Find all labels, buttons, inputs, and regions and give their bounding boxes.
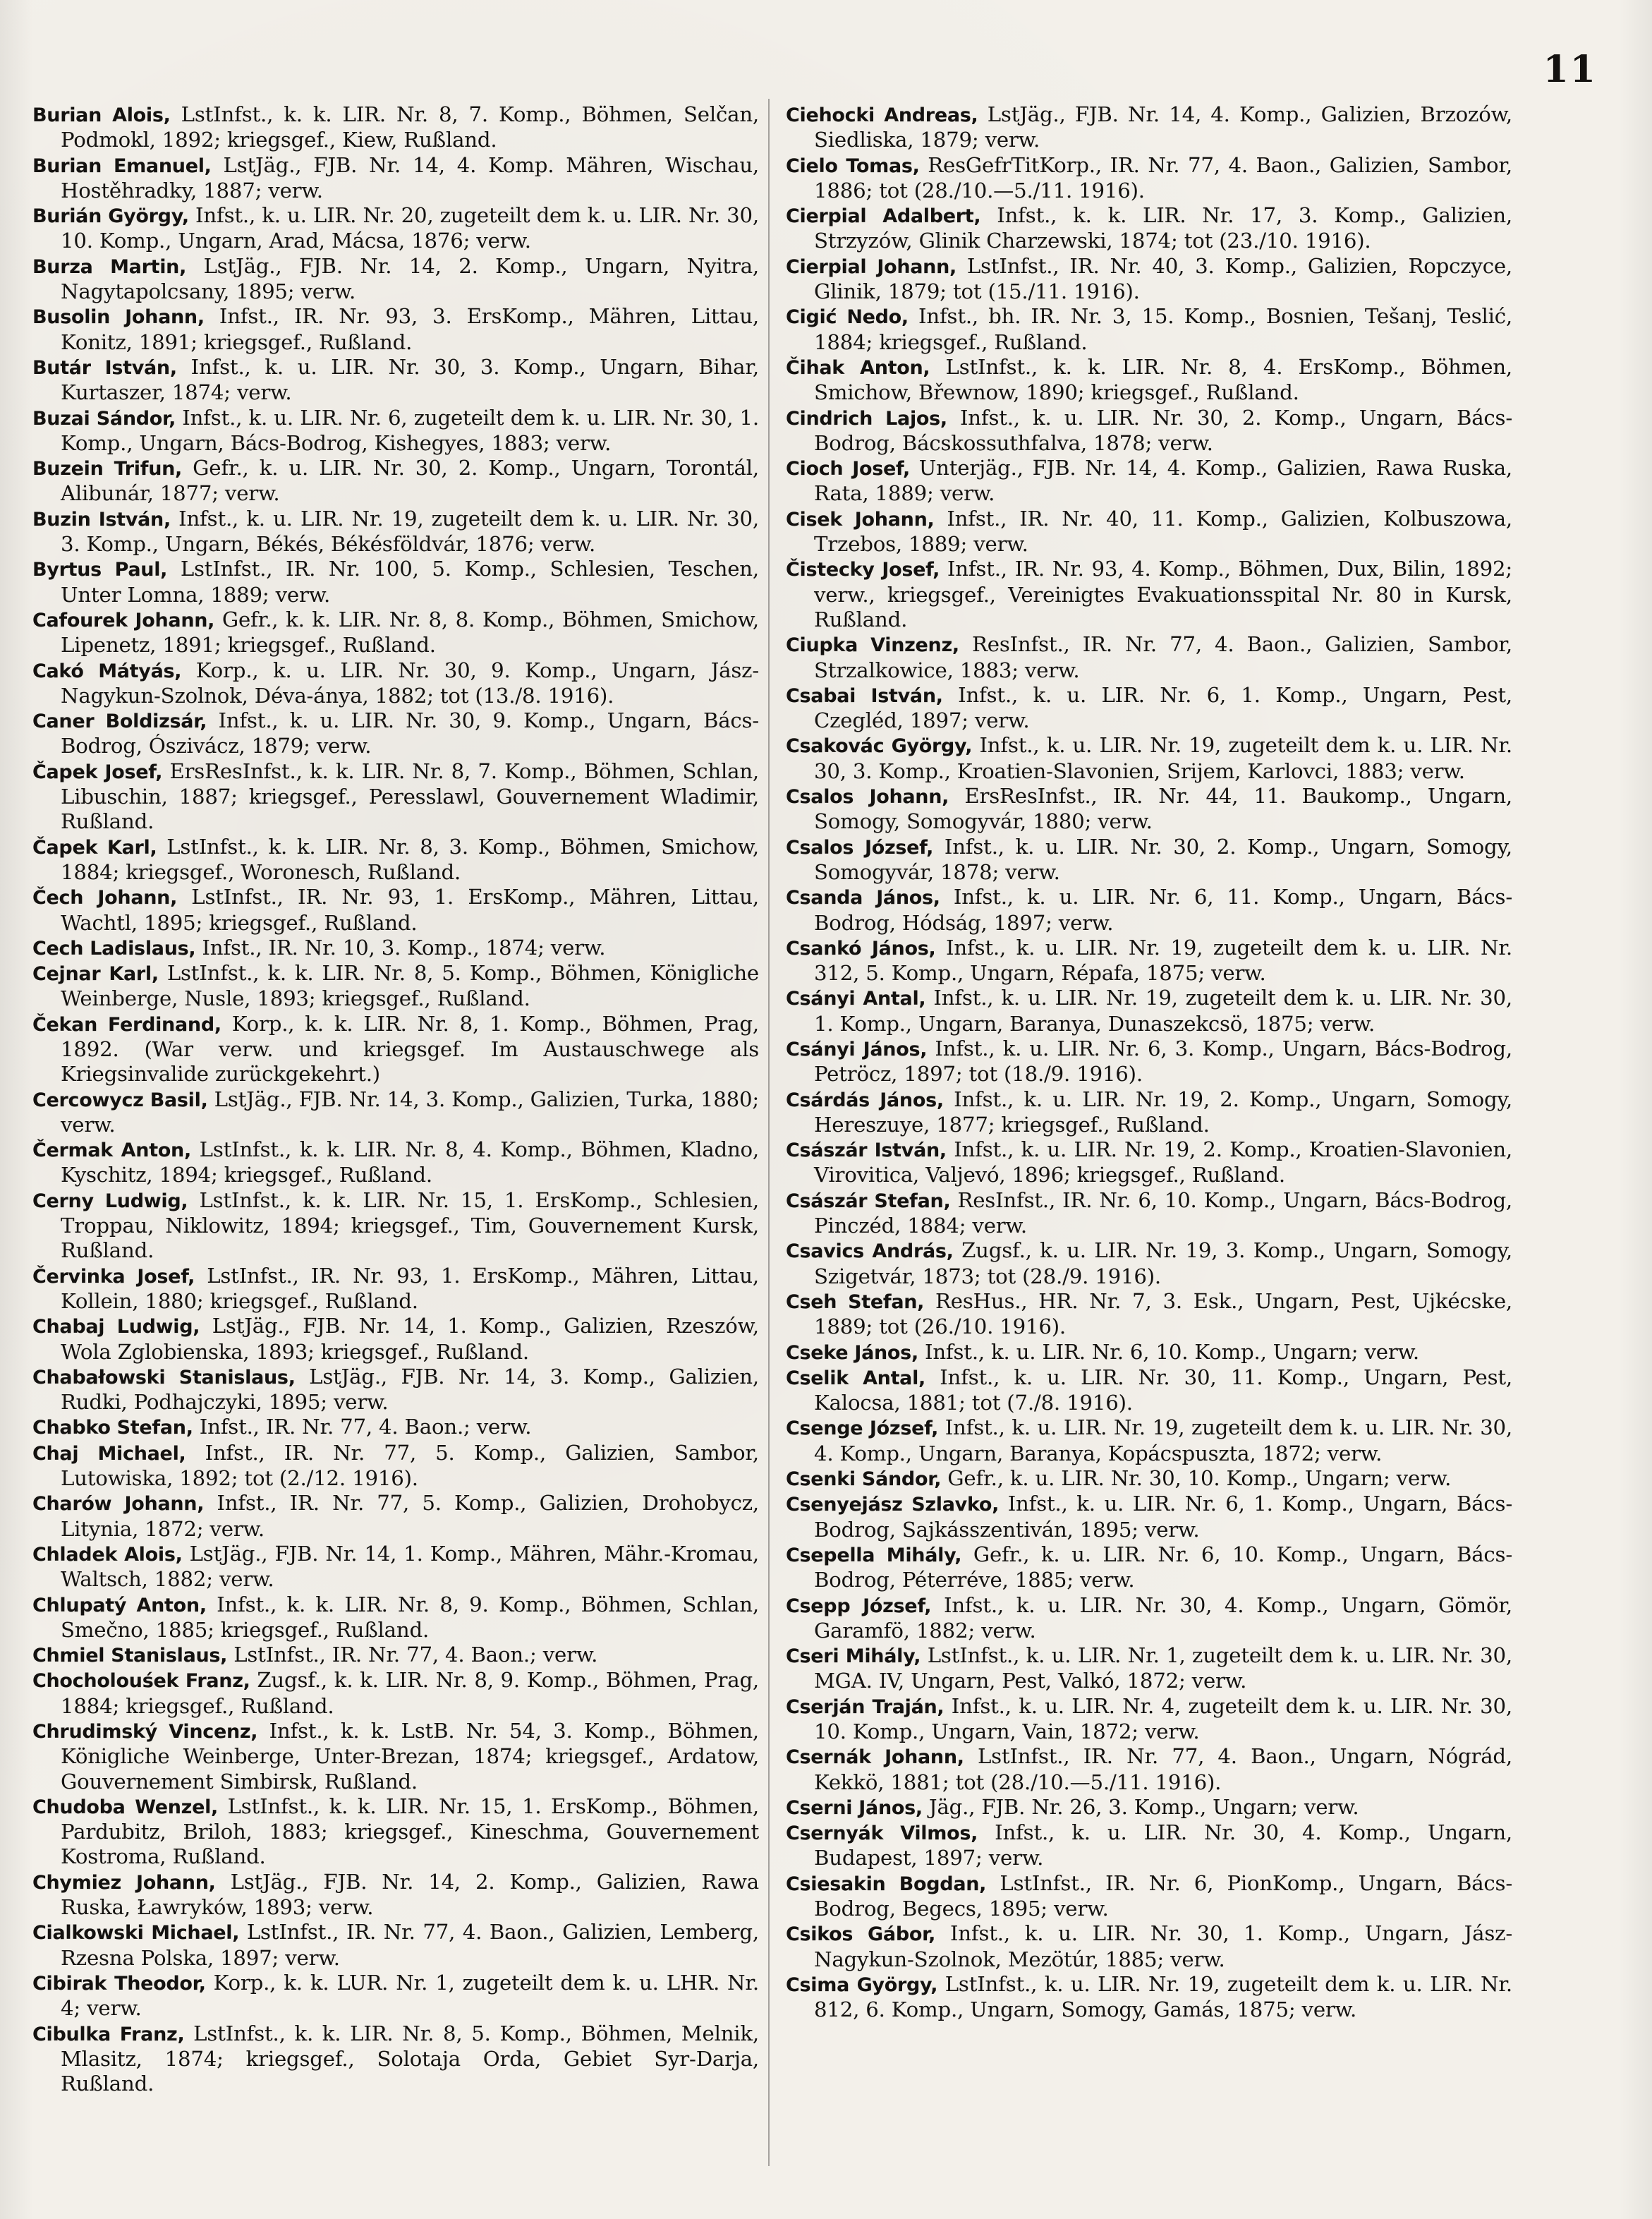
entry-name: Chmiel Stanislaus, xyxy=(32,1645,228,1667)
entry-name: Byrtus Paul, xyxy=(32,559,168,581)
entry-name: Cserni János, xyxy=(786,1796,923,1819)
register-entry xyxy=(32,254,759,305)
register-entry xyxy=(786,784,1512,835)
register-entry xyxy=(786,102,1512,153)
entry-details: Infst., k. k. LIR. Nr. 8, 9. Komp., Böhmen, Schlan, Smečno, 1885; kriegsgef., Rußland. xyxy=(61,1592,759,1642)
register-entry xyxy=(32,456,759,507)
register-entry xyxy=(32,406,759,457)
register-entry xyxy=(32,557,759,607)
entry-details: LstInfst., IR. Nr. 77, 4. Baon.; verw. xyxy=(227,1643,598,1667)
entry-name: Császár István, xyxy=(786,1139,947,1162)
entry-details: LstJäg., FJB. Nr. 14, 1. Komp., Galizien, Rzeszów, Wola Zglobienska, 1893; kriegsgef., Rußland. xyxy=(61,1314,759,1364)
entry-details: ErsResInfst., k. k. LIR. Nr. 8, 7. Komp., Böhmen, Schlan, Libuschin, 1887; kriegsgef., Peresslawl, Gouvernement Wladimir, Rußland. xyxy=(61,758,759,834)
entry-name: Chabaj Ludwig, xyxy=(32,1316,200,1338)
entry-name: Cafourek Johann, xyxy=(32,609,215,631)
entry-details: LstInfst., k. k. LIR. Nr. 8, 3. Komp., Böhmen, Smichow, 1884; kriegsgef., Woronesch, Rußland. xyxy=(61,834,759,884)
entry-details: LstInfst., k. k. LIR. Nr. 15, 1. ErsKomp., Böhmen, Pardubitz, Briloh, 1883; kriegsgef., Kineschma, Gouvernement Kostroma, Rußland. xyxy=(61,1794,759,1869)
register-entry xyxy=(32,961,759,1012)
entry-name: Čihak Anton, xyxy=(786,356,930,379)
entry-name: Cioch Josef, xyxy=(786,458,910,480)
entry-details: Infst., IR. Nr. 93, 4. Komp., Böhmen, Dux, Bilin, 1892; verw., kriegsgef., Vereinigtes Evakuationsspital Nr. 80 in Kursk, Rußland. xyxy=(814,557,1512,631)
entry-name: Csenge József, xyxy=(786,1417,939,1440)
entry-name: Csenyejász Szlavko, xyxy=(786,1494,1000,1516)
entry-details: Infst., k. u. LIR. Nr. 19, 2. Komp., Kroatien-Slavonien, Virovitica, Valjevó, 1896; kriegsgef., Rußland. xyxy=(814,1137,1512,1187)
entry-details: LstInfst., k. k. LIR. Nr. 8, 4. ErsKomp., Böhmen, Smichow, Břewnow, 1890; kriegsgef., Rußland. xyxy=(814,354,1512,405)
entry-details: LstInfst., IR. Nr. 6, PionKomp., Ungarn, Bács-Bodrog, Begecs, 1895; verw. xyxy=(814,1870,1512,1921)
register-entry xyxy=(786,1593,1512,1644)
entry-details: Infst., k. u. LIR. Nr. 19, zugeteilt dem k. u. LIR. Nr. 30, 3. Komp., Kroatien-Slavonien, Srijem, Karlovci, 1883; verw. xyxy=(814,733,1512,783)
register-entry xyxy=(786,1744,1512,1795)
register-entry xyxy=(786,1365,1512,1416)
entry-details: Infst., IR. Nr. 77, 5. Komp., Galizien, Drohobycz, Litynia, 1872; verw. xyxy=(61,1491,759,1541)
entry-name: Cigić Nedo, xyxy=(786,306,909,329)
entry-name: Csernyák Vilmos, xyxy=(786,1822,978,1845)
register-entry xyxy=(32,1491,759,1542)
entry-name: Cindrich Lajos, xyxy=(786,407,947,430)
entry-name: Chabałowski Stanislaus, xyxy=(32,1366,296,1389)
entry-details: LstInfst., k. u. LIR. Nr. 19, zugeteilt dem k. u. LIR. Nr. 812, 6. Komp., Ungarn, Somogy, Gamás, 1875; verw. xyxy=(814,1971,1512,2022)
entry-details: Infst., k. u. LIR. Nr. 19, zugeteilt dem k. u. LIR. Nr. 30, 1. Komp., Ungarn, Baranya, Dunaszekcsö, 1875; verw. xyxy=(814,986,1512,1036)
entry-name: Csalos József, xyxy=(786,836,934,859)
register-entry xyxy=(786,153,1512,204)
register-entry xyxy=(786,1492,1512,1542)
entry-details: LstInfst., k. k. LIR. Nr. 8, 7. Komp., Böhmen, Selčan, Podmokl, 1892; kriegsgef., Kiew, Rußland. xyxy=(61,102,759,152)
register-entry xyxy=(32,203,759,254)
entry-name: Cisek Johann, xyxy=(786,508,935,531)
right-column xyxy=(786,102,1512,2023)
register-entry xyxy=(786,355,1512,406)
entry-name: Buzai Sándor, xyxy=(32,407,176,430)
entry-name: Csányi Antal, xyxy=(786,988,926,1010)
entry-name: Busolin Johann, xyxy=(32,306,205,329)
entry-details: Infst., k. u. LIR. Nr. 19, zugeteilt dem k. u. LIR. Nr. 30, 3. Komp., Ungarn, Békés, Békésföldvár, 1876; verw. xyxy=(61,506,759,557)
entry-name: Csakovác György, xyxy=(786,735,973,758)
entry-name: Burza Martin, xyxy=(32,255,187,278)
register-entry xyxy=(786,1340,1512,1365)
page-number: 11 xyxy=(1543,48,1597,91)
register-entry xyxy=(32,1365,759,1415)
entry-name: Chladek Alois, xyxy=(32,1543,183,1566)
register-entry xyxy=(786,1466,1512,1492)
register-entry xyxy=(32,658,759,709)
register-entry xyxy=(32,1870,759,1921)
entry-name: Csernák Johann, xyxy=(786,1746,964,1769)
entry-details: Gefr., k. k. LIR. Nr. 8, 8. Komp., Böhmen, Smichow, Lipenetz, 1891; kriegsgef., Rußland. xyxy=(61,607,759,658)
entry-details: Infst., k. u. LIR. Nr. 19, zugeteilt dem k. u. LIR. Nr. 312, 5. Komp., Ungarn, Répafa, 1875; verw. xyxy=(814,935,1512,986)
entry-name: Csepella Mihály, xyxy=(786,1544,962,1566)
register-entry xyxy=(786,835,1512,885)
register-entry xyxy=(786,557,1512,632)
register-entry xyxy=(32,1188,759,1264)
register-entry xyxy=(786,1087,1512,1138)
register-entry xyxy=(786,1137,1512,1188)
entry-details: LstJäg., FJB. Nr. 14, 1. Komp., Mähren, Mähr.-Kromau, Waltsch, 1882; verw. xyxy=(61,1541,759,1592)
entry-name: Csima György, xyxy=(786,1973,938,1996)
entry-details: Infst., k. u. LIR. Nr. 30, 4. Komp., Ungarn, Budapest, 1897; verw. xyxy=(814,1820,1512,1870)
register-entry xyxy=(786,986,1512,1036)
entry-details: Gefr., k. u. LIR. Nr. 6, 10. Komp., Ungarn, Bács-Bodrog, Péterréve, 1885; verw. xyxy=(814,1542,1512,1592)
register-entry xyxy=(32,102,759,153)
entry-name: Csepp József, xyxy=(786,1595,932,1617)
entry-details: Infst., IR. Nr. 10, 3. Komp., 1874; verw. xyxy=(195,935,606,960)
entry-name: Csenki Sándor, xyxy=(786,1468,942,1491)
register-entry xyxy=(786,1820,1512,1871)
entry-details: LstInfst., k. k. LIR. Nr. 8, 4. Komp., Böhmen, Kladno, Kyschitz, 1894; kriegsgef., Rußland. xyxy=(61,1137,760,1187)
entry-details: Infst., IR. Nr. 93, 3. ErsKomp., Mähren, Littau, Konitz, 1891; kriegsgef., Rußland. xyxy=(61,304,759,354)
entry-details: Infst., k. u. LIR. Nr. 30, 4. Komp., Ungarn, Gömör, Garamfö, 1882; verw. xyxy=(814,1592,1512,1643)
entry-details: Infst., k. k. LIR. Nr. 17, 3. Komp., Galizien, Strzyzów, Glinik Charzewski, 1874; tot (23./10. 1916). xyxy=(814,203,1512,253)
entry-details: LstInfst., IR. Nr. 93, 1. ErsKomp., Mähren, Littau, Kollein, 1880; kriegsgef., Rußland. xyxy=(61,1263,759,1313)
entry-name: Čermak Anton, xyxy=(32,1139,191,1162)
entry-details: LstJäg., FJB. Nr. 14, 3. Komp., Galizien, Turka, 1880; verw. xyxy=(61,1087,759,1137)
entry-name: Csikos Gábor, xyxy=(786,1923,936,1946)
entry-name: Chlupatý Anton, xyxy=(32,1594,207,1616)
entry-name: Csavics András, xyxy=(786,1240,954,1263)
entry-name: Cech Ladislaus, xyxy=(32,937,196,960)
register-entry xyxy=(786,456,1512,507)
entry-name: Butár István, xyxy=(32,356,177,379)
register-entry xyxy=(786,507,1512,557)
register-entry xyxy=(32,1794,759,1870)
entry-details: Zugsf., k. k. LIR. Nr. 8, 9. Komp., Böhmen, Prag, 1884; kriegsgef., Rußland. xyxy=(61,1668,760,1718)
register-entry xyxy=(786,1188,1512,1239)
entry-details: Infst., k. u. LIR. Nr. 30, 2. Komp., Ungarn, Somogy, Somogyvár, 1878; verw. xyxy=(814,834,1512,884)
entry-name: Cierpial Johann, xyxy=(786,255,956,278)
entry-details: Infst., k. u. LIR. Nr. 6, 3. Komp., Ungarn, Bács-Bodrog, Petröcz, 1897; tot (18./9. 1916). xyxy=(814,1036,1512,1087)
entry-details: Infst., k. u. LIR. Nr. 4, zugeteilt dem k. u. LIR. Nr. 30, 10. Komp., Ungarn, Vain, 1872; verw. xyxy=(814,1693,1512,1743)
entry-details: ResInfst., IR. Nr. 6, 10. Komp., Ungarn, Bács-Bodrog, Pinczéd, 1884; verw. xyxy=(814,1187,1513,1238)
register-entry xyxy=(786,733,1512,784)
entry-details: Infst., k. u. LIR. Nr. 6, 1. Komp., Ungarn, Pest, Czegléd, 1897; verw. xyxy=(814,682,1512,733)
entry-name: Červinka Josef, xyxy=(32,1265,195,1288)
register-entry xyxy=(786,632,1512,683)
entry-details: Infst., IR. Nr. 77, 4. Baon.; verw. xyxy=(193,1415,532,1439)
register-entry xyxy=(32,1137,759,1188)
entry-details: LstJäg., FJB. Nr. 14, 2. Komp., Galizien, Rawa Ruska, Ławryków, 1893; verw. xyxy=(61,1869,759,1920)
entry-name: Chabko Stefan, xyxy=(32,1417,193,1439)
entry-name: Cseri Mihály, xyxy=(786,1645,921,1668)
register-entry xyxy=(786,683,1512,734)
entry-name: Cejnar Karl, xyxy=(32,963,159,986)
entry-details: Infst., k. u. LIR. Nr. 30, 9. Komp., Ungarn, Bács-Bodrog, Ószivácz, 1879; verw. xyxy=(61,708,759,758)
register-entry xyxy=(786,1238,1512,1289)
entry-details: LstInfst., IR. Nr. 100, 5. Komp., Schlesien, Teschen, Unter Lomna, 1889; verw. xyxy=(61,557,759,607)
entry-details: LstInfst., k. u. LIR. Nr. 1, zugeteilt dem k. u. LIR. Nr. 30, MGA. IV, Ungarn, Pest, Valkó, 1872; verw. xyxy=(814,1643,1512,1693)
entry-name: Császár Stefan, xyxy=(786,1190,951,1212)
entry-details: Infst., k. u. LIR. Nr. 19, 2. Komp., Ungarn, Somogy, Hereszuye, 1877; kriegsgef., Rußland. xyxy=(814,1087,1513,1137)
register-entry xyxy=(32,304,759,355)
entry-details: Gefr., k. u. LIR. Nr. 30, 2. Komp., Ungarn, Torontál, Alibunár, 1877; verw. xyxy=(61,456,759,506)
entry-name: Cerny Ludwig, xyxy=(32,1190,188,1212)
register-entry xyxy=(786,1972,1512,2023)
register-entry xyxy=(786,885,1512,936)
entry-details: Infst., IR. Nr. 40, 11. Komp., Galizien, Kolbuszowa, Trzebos, 1889; verw. xyxy=(814,506,1512,557)
register-entry xyxy=(32,1441,759,1492)
entry-name: Cielo Tomas, xyxy=(786,155,920,177)
register-entry xyxy=(32,1643,759,1668)
register-entry xyxy=(32,607,759,658)
entry-details: LstInfst., k. k. LIR. Nr. 8, 5. Komp., Böhmen, Königliche Weinberge, Nusle, 1893; kriegsgef., Rußland. xyxy=(61,961,759,1011)
entry-name: Ciupka Vinzenz, xyxy=(786,634,959,657)
register-entry xyxy=(786,936,1512,986)
register-entry xyxy=(786,1694,1512,1745)
entry-name: Chrudimský Vincenz, xyxy=(32,1721,258,1743)
register-entry xyxy=(32,1264,759,1314)
register-entry xyxy=(32,1542,759,1592)
register-entry xyxy=(786,1795,1512,1820)
entry-name: Cierpial Adalbert, xyxy=(786,205,981,228)
entry-name: Cialkowski Michael, xyxy=(32,1922,240,1945)
entry-name: Cselik Antal, xyxy=(786,1367,926,1389)
register-entry xyxy=(786,1415,1512,1466)
entry-name: Čapek Karl, xyxy=(32,836,157,859)
register-entry xyxy=(32,1668,759,1719)
entry-details: ResGefrTitKorp., IR. Nr. 77, 4. Baon., Galizien, Sambor, 1886; tot (28./10.—5./11. 1916). xyxy=(814,152,1512,202)
entry-details: Infst., k. u. LIR. Nr. 30, 1. Komp., Ungarn, Jász-Nagykun-Szolnok, Mezötúr, 1885; verw. xyxy=(814,1921,1512,1971)
entry-details: LstInfst., IR. Nr. 40, 3. Komp., Galizien, Ropczyce, Glinik, 1879; tot (15./11. 1916). xyxy=(814,253,1512,304)
entry-details: Infst., k. u. LIR. Nr. 6, 11. Komp., Ungarn, Bács-Bodrog, Hódság, 1897; verw. xyxy=(814,885,1512,935)
entry-name: Čech Johann, xyxy=(32,887,178,909)
entry-name: Csabai István, xyxy=(786,684,943,707)
entry-details: Infst., k. u. LIR. Nr. 30, 11. Komp., Ungarn, Pest, Kalocsa, 1881; tot (7./8. 1916). xyxy=(814,1365,1513,1415)
entry-details: LstInfst., IR. Nr. 77, 4. Baon., Ungarn, Nógrád, Kekkö, 1881; tot (28./10.—5./11. 1916). xyxy=(814,1744,1512,1794)
entry-name: Cseke János, xyxy=(786,1341,918,1364)
entry-name: Csiesakin Bogdan, xyxy=(786,1873,987,1895)
entry-details: LstInfst., IR. Nr. 77, 4. Baon., Galizien, Lemberg, Rzesna Polska, 1897; verw. xyxy=(61,1920,759,1970)
entry-details: ResHus., HR. Nr. 7, 3. Esk., Ungarn, Pest, Ujkécske, 1889; tot (26./10. 1916). xyxy=(814,1288,1512,1339)
register-entry xyxy=(32,153,759,204)
entry-name: Csárdás János, xyxy=(786,1089,944,1111)
entry-details: Unterjäg., FJB. Nr. 14, 4. Komp., Galizien, Rawa Ruska, Rata, 1889; verw. xyxy=(814,456,1512,506)
column-divider xyxy=(768,99,770,2166)
entry-name: Cseh Stefan, xyxy=(786,1290,925,1313)
register-entry xyxy=(786,1542,1512,1593)
entry-name: Chocholouśek Franz, xyxy=(32,1670,250,1693)
register-entry xyxy=(786,254,1512,305)
entry-name: Burian Alois, xyxy=(32,104,171,126)
entry-details: LstJäg., FJB. Nr. 14, 3. Komp., Galizien, Rudki, Podhajczyki, 1895; verw. xyxy=(61,1364,759,1415)
entry-name: Ciehocki Andreas, xyxy=(786,104,978,126)
register-entry xyxy=(32,1087,759,1138)
register-entry xyxy=(32,936,759,961)
entry-name: Cibirak Theodor, xyxy=(32,1972,206,1995)
entry-details: Infst., k. u. LIR. Nr. 6, 1. Komp., Ungarn, Bács-Bodrog, Sajkásszentiván, 1895; verw. xyxy=(814,1492,1512,1542)
register-entry xyxy=(32,1971,759,2021)
register-entry xyxy=(32,507,759,557)
entry-details: ResInfst., IR. Nr. 77, 4. Baon., Galizien, Sambor, Strzalkowice, 1883; verw. xyxy=(814,632,1512,682)
entry-details: Infst., k. u. LIR. Nr. 6, zugeteilt dem k. u. LIR. Nr. 30, 1. Komp., Ungarn, Bács-Bodrog, Kishegyes, 1883; verw. xyxy=(61,405,760,455)
entry-details: Infst., k. u. LIR. Nr. 20, zugeteilt dem k. u. LIR. Nr. 30, 10. Komp., Ungarn, Arad, Mácsa, 1876; verw. xyxy=(61,203,759,253)
register-entry xyxy=(32,1920,759,1971)
entry-name: Csányi János, xyxy=(786,1038,928,1060)
register-entry xyxy=(786,1036,1512,1087)
entry-details: LstJäg., FJB. Nr. 14, 2. Komp., Ungarn, Nyitra, Nagytapolcsany, 1895; verw. xyxy=(61,253,759,304)
entry-name: Csanda János, xyxy=(786,887,940,909)
entry-name: Cibulka Franz, xyxy=(32,2023,185,2045)
entry-details: Infst., IR. Nr. 77, 5. Komp., Galizien, Sambor, Lutowiska, 1892; tot (2./12. 1916). xyxy=(61,1440,759,1491)
entry-name: Csalos Johann, xyxy=(786,786,949,809)
register-entry xyxy=(786,304,1512,355)
register-entry xyxy=(32,708,759,759)
register-entry xyxy=(786,1289,1512,1340)
entry-name: Buzin István, xyxy=(32,508,171,531)
entry-name: Cserján Traján, xyxy=(786,1695,945,1718)
entry-name: Chymiez Johann, xyxy=(32,1871,216,1894)
entry-details: LstJäg., FJB. Nr. 14, 4. Komp. Mähren, Wischau, Hostěhradky, 1887; verw. xyxy=(61,152,759,202)
entry-details: LstInfst., IR. Nr. 93, 1. ErsKomp., Mähren, Littau, Wachtl, 1895; kriegsgef., Rußland. xyxy=(61,885,759,935)
register-entry xyxy=(32,2021,759,2097)
register-entry xyxy=(786,1871,1512,1922)
register-entry xyxy=(32,835,759,885)
entry-details: Infst., bh. IR. Nr. 3, 15. Komp., Bosnien, Tešanj, Teslić, 1884; kriegsgef., Rußland. xyxy=(814,304,1512,354)
register-entry xyxy=(32,759,759,835)
entry-details: Infst., k. u. LIR. Nr. 19, zugeteilt dem k. u. LIR. Nr. 30, 4. Komp., Ungarn, Baranya, Kopácspuszta, 1872; verw. xyxy=(814,1415,1513,1465)
entry-details: Infst., k. u. LIR. Nr. 30, 2. Komp., Ungarn, Bács-Bodrog, Bácskossuthfalva, 1878; verw. xyxy=(814,405,1512,455)
register-entry xyxy=(32,355,759,406)
entry-name: Charów Johann, xyxy=(32,1493,205,1516)
entry-name: Burian Emanuel, xyxy=(32,155,212,177)
register-entry xyxy=(786,406,1512,457)
entry-name: Čapek Josef, xyxy=(32,761,163,783)
register-entry xyxy=(32,1415,759,1440)
entry-details: Zugsf., k. u. LIR. Nr. 19, 3. Komp., Ungarn, Somogy, Szigetvár, 1873; tot (28./9. 1916). xyxy=(814,1238,1512,1288)
register-entry xyxy=(32,885,759,936)
register-entry xyxy=(786,1643,1512,1694)
entry-name: Čistecky Josef, xyxy=(786,559,940,581)
register-entry xyxy=(32,1314,759,1365)
entry-details: LstInfst., k. k. LIR. Nr. 8, 5. Komp., Böhmen, Melnik, Mlasitz, 1874; kriegsgef., Solotaja Orda, Gebiet Syr-Darja, Rußland. xyxy=(61,2021,759,2096)
register-entry xyxy=(786,1921,1512,1972)
left-column xyxy=(32,102,759,2096)
register-entry xyxy=(32,1592,759,1643)
entry-details: Infst., k. k. LstB. Nr. 54, 3. Komp., Böhmen, Königliche Weinberge, Unter-Brezan, 1874; kriegsgef., Ardatow, Gouvernement Simbirsk, Rußland. xyxy=(61,1719,759,1794)
entry-name: Chudoba Wenzel, xyxy=(32,1796,218,1818)
register-entry xyxy=(32,1719,759,1794)
register-entry xyxy=(32,1012,759,1087)
register-entry xyxy=(786,203,1512,254)
entry-name: Cercowycz Basil, xyxy=(32,1089,208,1111)
entry-details: Infst., k. u. LIR. Nr. 30, 3. Komp., Ungarn, Bihar, Kurtaszer, 1874; verw. xyxy=(61,354,759,405)
entry-details: LstInfst., k. k. LIR. Nr. 15, 1. ErsKomp., Schlesien, Troppau, Niklowitz, 1894; kriegsgef., Tim, Gouvernement Kursk, Rußland. xyxy=(61,1187,759,1263)
entry-details: Korp., k. k. LUR. Nr. 1, zugeteilt dem k. u. LHR. Nr. 4; verw. xyxy=(61,1970,759,2021)
entry-name: Cakó Mátyás, xyxy=(32,660,182,682)
entry-details: Infst., k. u. LIR. Nr. 6, 10. Komp., Ungarn; verw. xyxy=(918,1339,1419,1364)
entry-name: Čekan Ferdinand, xyxy=(32,1013,221,1036)
entry-details: ErsResInfst., IR. Nr. 44, 11. Baukomp., Ungarn, Somogy, Somogyvár, 1880; verw. xyxy=(814,784,1513,834)
entry-details: Gefr., k. u. LIR. Nr. 30, 10. Komp., Ungarn; verw. xyxy=(941,1466,1452,1491)
entry-details: Korp., k. k. LIR. Nr. 8, 1. Komp., Böhmen, Prag, 1892. (War verw. und kriegsgef. Im Austauschwege als Kriegsinvalide zurückgekehrt.) xyxy=(61,1011,759,1087)
entry-name: Caner Boldizsár, xyxy=(32,711,207,733)
entry-name: Burián György, xyxy=(32,205,189,228)
entry-details: LstJäg., FJB. Nr. 14, 4. Komp., Galizien, Brzozów, Siedliska, 1879; verw. xyxy=(814,102,1512,152)
entry-name: Buzein Trifun, xyxy=(32,458,183,480)
entry-name: Csankó János, xyxy=(786,937,936,960)
entry-details: Korp., k. u. LIR. Nr. 30, 9. Komp., Ungarn, Jász-Nagykun-Szolnok, Déva-ánya, 1882; tot (13./8. 1916). xyxy=(61,658,760,708)
entry-details: Jäg., FJB. Nr. 26, 3. Komp., Ungarn; verw. xyxy=(922,1794,1359,1819)
entry-name: Chaj Michael, xyxy=(32,1442,186,1465)
